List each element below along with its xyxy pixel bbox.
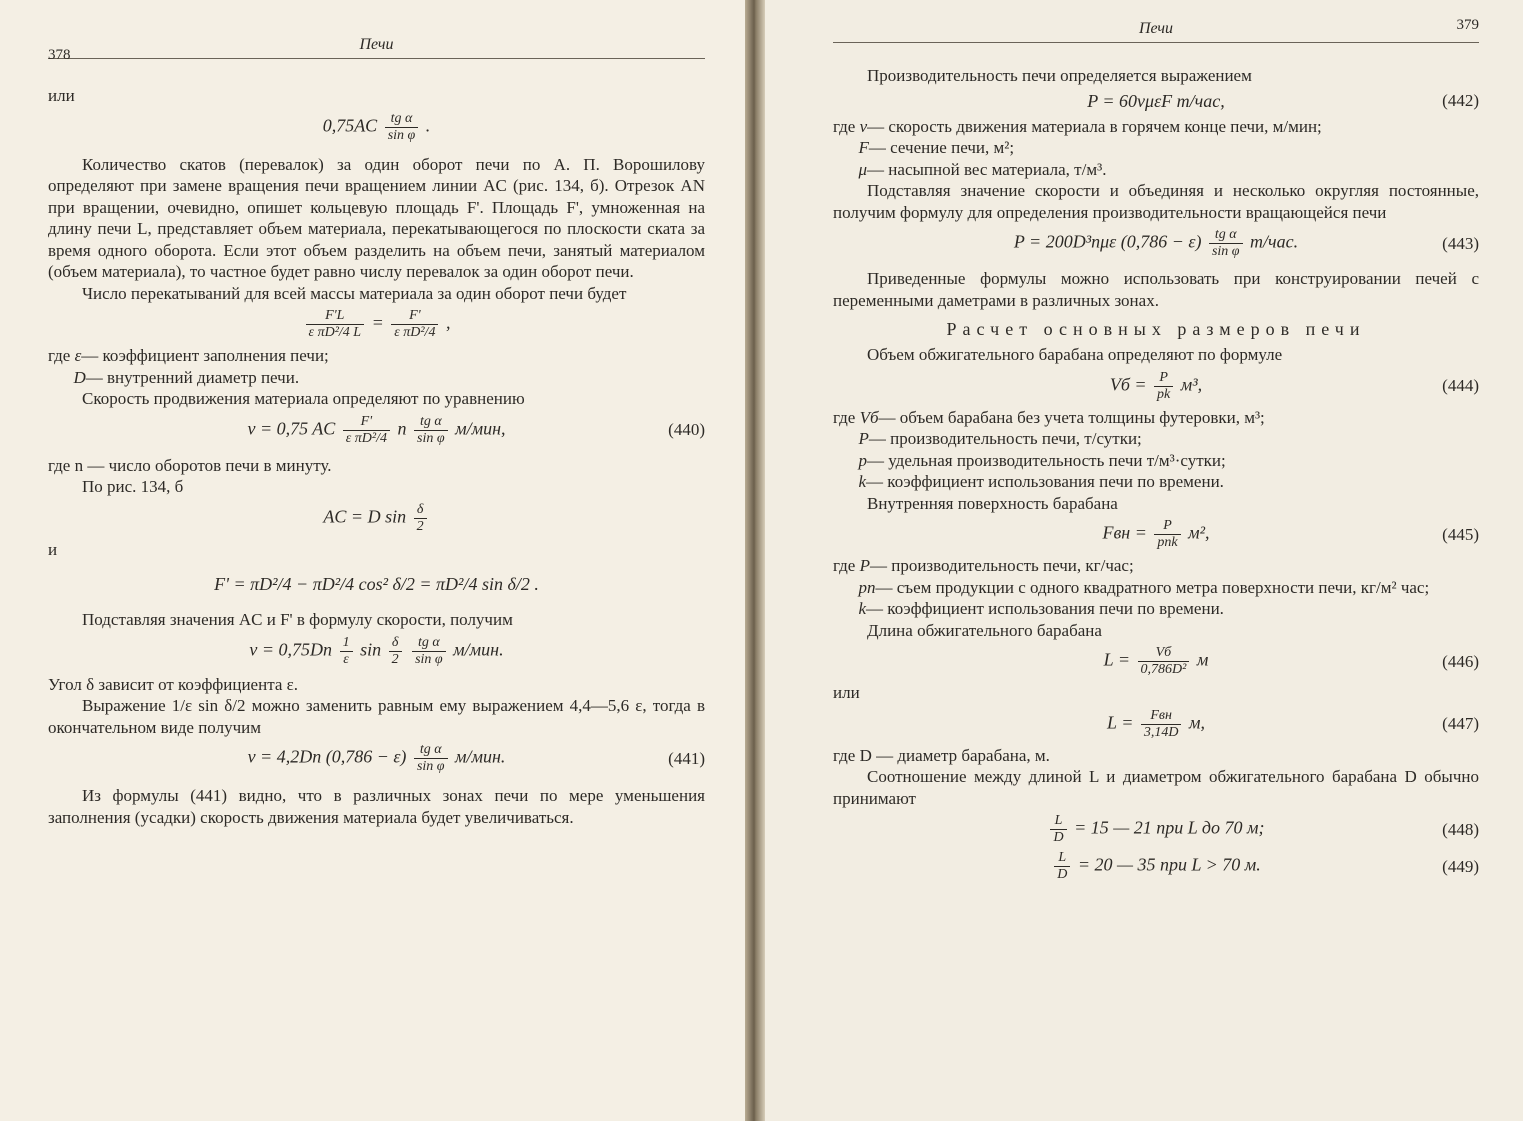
- fraction: $\frac{\text{tg α}}{\text{sin φ}}$: [414, 414, 448, 447]
- paragraph: Скорость продвижения материала определяют по уравнению: [82, 389, 525, 408]
- equation-number: (442): [1442, 91, 1479, 110]
- list-item: p — удельная производительность печи т/м³·сутки;: [858, 450, 1226, 470]
- fraction: $\frac{L}{D}$: [1050, 813, 1066, 846]
- equation-number: (440): [668, 420, 705, 439]
- fraction: $\frac{F'L}{\text{ε πD²/4 L}}$: [306, 308, 365, 341]
- paragraph: По рис. 134, б: [82, 477, 184, 496]
- equation-number: (446): [1442, 651, 1479, 671]
- left-page-number: 378: [48, 47, 71, 63]
- list-item: k — коэффициент использования печи по времени.: [858, 599, 1224, 618]
- left-running-head: [48, 10, 705, 63]
- paragraph: Приведенные формулы можно использовать при конструировании печей с переменными даметрами в различных зонах.: [833, 269, 1479, 310]
- equation-number: (445): [1442, 524, 1479, 544]
- where-list: [833, 555, 1479, 620]
- fraction: $\frac{1}{\varepsilon}$: [340, 635, 353, 668]
- equation-444: Vб = $\frac{P}{pk}$ м³, (444): [1109, 369, 1479, 402]
- equation-442: P = 60vμεF т/час, (442): [1087, 90, 1479, 111]
- ac-formula: AC = D sin $\frac{\delta}{2}$: [48, 502, 705, 535]
- equation-number: (441): [668, 748, 705, 768]
- equation-441: v = 4,2Dn (0,786 − ε) $\frac{\text{tg α}}{\text{sin φ}}$ м/мин. (441): [247, 742, 705, 774]
- equation-447: L = $\frac{\text{Fвн}}{3,14D}$ м, (447): [1107, 707, 1479, 740]
- fraction: $\frac{F'}{\text{ε πD²/4}}$: [391, 308, 438, 341]
- paragraph: где n — число оборотов печи в минуту.: [48, 455, 332, 475]
- right-page: [765, 0, 1523, 1121]
- where-list: [833, 116, 1479, 181]
- paragraph: Число перекатываний для всей массы материала за один оборот печи будет: [82, 283, 627, 303]
- fprime-formula: F' = πD²/4 − πD²/4 cos² δ/2 = πD²/4 sin δ/2 .: [214, 574, 539, 594]
- paragraph: Соотношение между длиной L и диаметром обжигательного барабана D обычно принимают: [833, 767, 1479, 808]
- intro-formula: 0,75AC $\frac{\text{tg α}}{\text{sin φ}}$ .: [322, 110, 431, 143]
- or-label: или: [48, 86, 75, 105]
- paragraph: Длина обжигательного барабана: [867, 620, 1102, 640]
- fraction: $\frac{\text{tg α}}{\text{sin φ}}$: [414, 742, 448, 775]
- equation-440: v = 0,75 AC $\frac{F'}{\text{ε πD²/4}}$ n $\frac{\text{tg α}}{\text{sin φ}}$ м/мин, (440): [247, 413, 705, 446]
- list-item: где v — скорость движения материала в горячем конце печи, м/мин;: [833, 116, 1322, 136]
- paragraph: Количество скатов (перевалок) за один оборот печи по А. П. Ворошилову определяют при замене вращения печи вращением линии AC (рис. 134, б). Отрезок AN при вращении, очевидно, опишет кольцевую площадь F'. Площадь F', умноженная на длину печи L, представляет объем материала, перекатывающегося по плоскости ската за время одного оборота. Если этот объем разделить на объем печи, занятый материалом (объем материала), то частное будет равно числу перевалок за один оборот печи.: [48, 154, 705, 281]
- list-item: μ — насыпной вес материала, т/м³.: [858, 159, 1107, 179]
- roll-formula: $\frac{F'L}{\text{ε πD²/4 L}}$ = $\frac{F'}{\text{ε πD²/4}}$ ,: [48, 308, 705, 341]
- right-page-number: 379: [1456, 17, 1479, 33]
- equation-number: (443): [1442, 233, 1479, 253]
- equation-445: Fвн = $\frac{P}{\text{pпk}}$ м², (445): [1102, 518, 1479, 550]
- left-page: [0, 0, 745, 1121]
- where-list: [833, 407, 1479, 493]
- list-item: где P — производительность печи, кг/час;: [833, 556, 1134, 575]
- fraction: $\frac{\text{tg α}}{\text{sin φ}}$: [412, 635, 446, 668]
- where-list: [48, 345, 705, 388]
- list-item: где Vб — объем барабана без учета толщины футеровки, м³;: [833, 407, 1265, 427]
- equation-448: $\frac{L}{D}$ = 15 — 21 при L до 70 м; (448): [833, 813, 1479, 846]
- paragraph: Угол δ зависит от коэффициента ε.: [48, 674, 299, 694]
- section-heading: Расчет основных размеров печи: [946, 319, 1366, 339]
- list-item: где ε — коэффициент заполнения печи;: [48, 346, 329, 365]
- fraction: $\frac{\text{Fвн}}{3,14D}$: [1141, 708, 1182, 741]
- equation-number: (447): [1442, 714, 1479, 733]
- paragraph: где D — диаметр барабана, м.: [833, 745, 1050, 765]
- fraction: $\frac{\delta}{2}$: [389, 635, 402, 668]
- list-item: P — производительность печи, т/сутки;: [858, 429, 1142, 448]
- velocity-formula: v = 0,75Dn $\frac{1}{\varepsilon}$ sin $\frac{\delta}{2}$ $\frac{\text{tg α}}{\text{sin φ}}$ м/мин.: [249, 634, 504, 667]
- paragraph: Объем обжигательного барабана определяют по формуле: [867, 345, 1283, 364]
- equation-number: (444): [1442, 376, 1479, 395]
- book-gutter: [745, 0, 765, 1121]
- left-running-title: Печи: [359, 36, 394, 53]
- list-item: k — коэффициент использования печи по времени.: [858, 472, 1224, 491]
- paragraph: Подставляя значение скорости и объединяя и несколько округляя постоянные, получим формулу для определения производительности вращающейся печи: [833, 181, 1479, 222]
- paragraph: Подставляя значения AC и F' в формулу скорости, получим: [82, 610, 513, 629]
- fraction: $\frac{\delta}{2}$: [414, 502, 427, 535]
- paragraph: Производительность печи определяется выражением: [867, 66, 1252, 85]
- equation-446: L = $\frac{Vб}{\text{0,786D²}}$ м (446): [1103, 645, 1479, 677]
- equation-449: $\frac{L}{D}$ = 20 — 35 при L > 70 м. (449): [833, 850, 1479, 883]
- paragraph: Из формулы (441) видно, что в различных зонах печи по мере уменьшения заполнения (усадки) скорость движения материала будет увеличиваться.: [48, 786, 705, 827]
- right-running-head: [833, 10, 1479, 43]
- fraction: $\frac{Vб}{\text{0,786D²}}$: [1138, 645, 1190, 678]
- equation-number: (448): [1442, 819, 1479, 839]
- fraction: $\frac{P}{\text{pпk}}$: [1154, 518, 1180, 551]
- fraction: $\frac{\text{tg α}}{\text{sin φ}}$: [385, 111, 419, 144]
- list-item: D — внутренний диаметр печи.: [73, 367, 300, 387]
- fraction: $\frac{F'}{\text{ε πD²/4}}$: [343, 414, 390, 447]
- or-label: или: [833, 683, 860, 702]
- list-item: pп — съем продукции с одного квадратного метра поверхности печи, кг/м² час;: [858, 577, 1430, 597]
- and-label: и: [48, 539, 58, 559]
- paragraph: Внутренняя поверхность барабана: [867, 493, 1118, 513]
- fraction: $\frac{L}{D}$: [1054, 850, 1070, 883]
- right-running-title: Печи: [1138, 20, 1174, 37]
- equation-443: P = 200D³nμε (0,786 − ε) $\frac{\text{tg α}}{\text{sin φ}}$ т/час. (443): [1013, 227, 1479, 259]
- equation-number: (449): [1442, 856, 1479, 876]
- list-item: F — сечение печи, м²;: [858, 138, 1015, 157]
- fraction: $\frac{\text{tg α}}{\text{sin φ}}$: [1209, 227, 1243, 260]
- paragraph: Выражение 1/ε sin δ/2 можно заменить равным ему выражением 4,4—5,6 ε, тогда в окончательном виде получим: [48, 696, 705, 737]
- fraction: $\frac{P}{pk}$: [1154, 370, 1173, 403]
